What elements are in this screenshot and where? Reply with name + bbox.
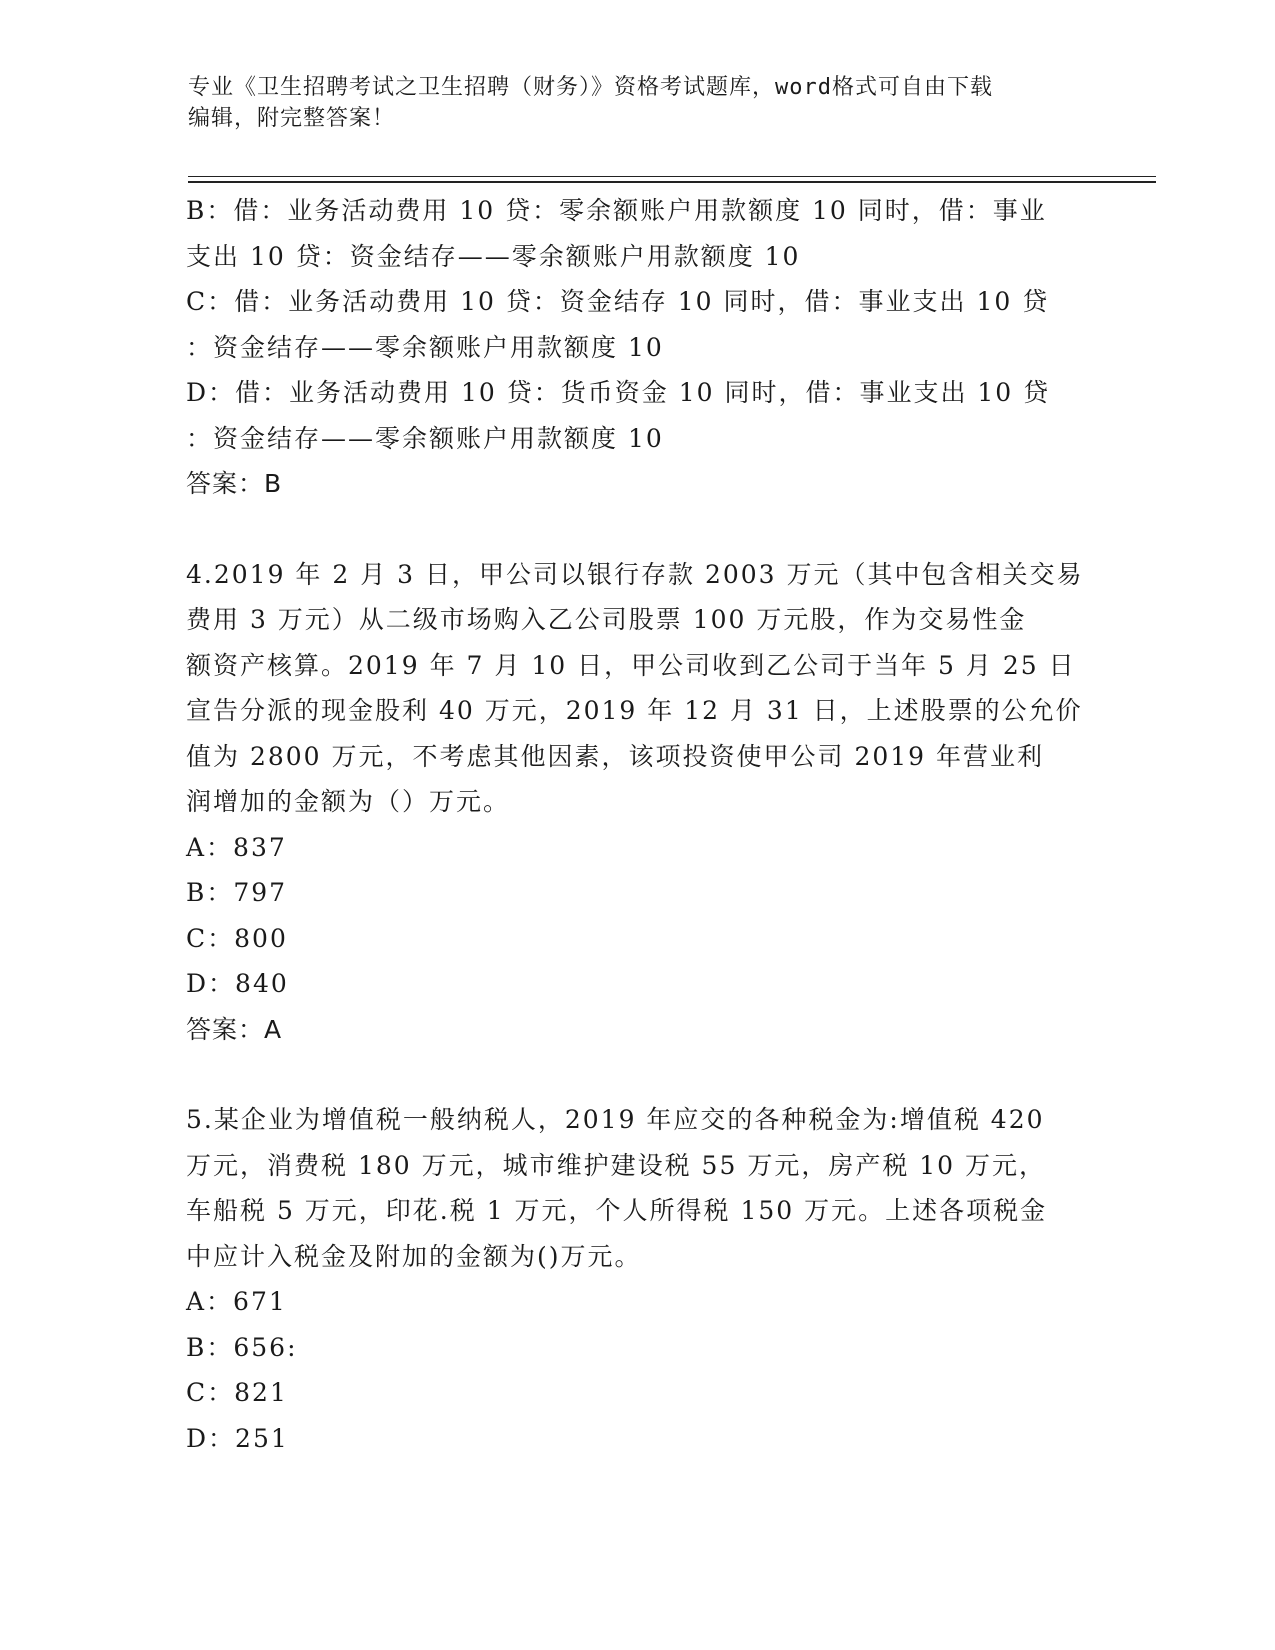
q3-option-d-line-2: ：资金结存——零余额账户用款额度 10 (186, 423, 664, 453)
q4-option-c: C：800 (186, 923, 288, 953)
page-content (186, 188, 1086, 1461)
q5-stem-line-4: 中应计入税金及附加的金额为()万元。 (186, 1241, 642, 1271)
q4-stem-line-4: 宣告分派的现金股利 40 万元，2019 年 12 月 31 日，上述股票的公允价 (186, 696, 1083, 725)
q3-option-c-line-1: C：借：业务活动费用 10 贷：资金结存 10 同时，借：事业支出 10 贷 (186, 287, 1050, 316)
q4-answer: 答案：A (186, 1014, 283, 1044)
q4-stem-line-6: 润增加的金额为（）万元。 (186, 787, 511, 816)
q4-stem-line-2: 费用 3 万元）从二级市场购入乙公司股票 100 万元股，作为交易性金 (186, 605, 1027, 634)
q4-option-b: B：797 (186, 878, 288, 907)
header-line-1: 专业《卫生招聘考试之卫生招聘（财务）》资格考试题库，word格式可自由下载 (188, 75, 993, 100)
header-line-2: 编辑，附完整答案！ (188, 106, 396, 131)
q4-option-a: A：837 (186, 832, 287, 862)
q4-option-d: D：840 (186, 969, 289, 998)
q3-option-c-line-2: ：资金结存——零余额账户用款额度 10 (186, 332, 664, 362)
q3-option-b-line-2: 支出 10 贷：资金结存——零余额账户用款额度 10 (186, 241, 801, 271)
q3-option-d-line-1: D：借：业务活动费用 10 贷：货币资金 10 同时，借：事业支出 10 贷 (186, 378, 1051, 407)
q5-option-d: D：251 (186, 1423, 289, 1453)
q4-stem-line-1: 4.2019 年 2 月 3 日，甲公司以银行存款 2003 万元（其中包含相关交易 (186, 559, 1084, 589)
q3-option-b-line-1: B：借：业务活动费用 10 贷：零余额账户用款额度 10 同时，借：事业 (186, 196, 1047, 225)
q4-stem-line-3: 额资产核算。2019 年 7 月 10 日，甲公司收到乙公司于当年 5 月 25 日 (186, 650, 1076, 680)
question-5 (186, 1097, 1086, 1461)
q3-answer: 答案：B (186, 469, 283, 498)
q5-stem-line-1: 5.某企业为增值税一般纳税人，2019 年应交的各种税金为:增值税 420 (186, 1105, 1045, 1134)
q5-option-a: A：671 (186, 1287, 287, 1316)
header-divider (188, 176, 1156, 183)
spacer (186, 507, 1086, 552)
page-header (188, 72, 1088, 134)
q4-stem-line-5: 值为 2800 万元，不考虑其他因素，该项投资使甲公司 2019 年营业利 (186, 741, 1045, 771)
question-4 (186, 552, 1086, 1053)
question-3 (186, 188, 1086, 507)
q5-option-c: C：821 (186, 1378, 288, 1407)
q5-option-b: B：656: (186, 1332, 298, 1362)
spacer (186, 1052, 1086, 1097)
q5-stem-line-3: 车船税 5 万元，印花.税 1 万元，个人所得税 150 万元。上述各项税金 (186, 1196, 1048, 1225)
q5-stem-line-2: 万元，消费税 180 万元，城市维护建设税 55 万元，房产税 10 万元， (186, 1150, 1047, 1180)
